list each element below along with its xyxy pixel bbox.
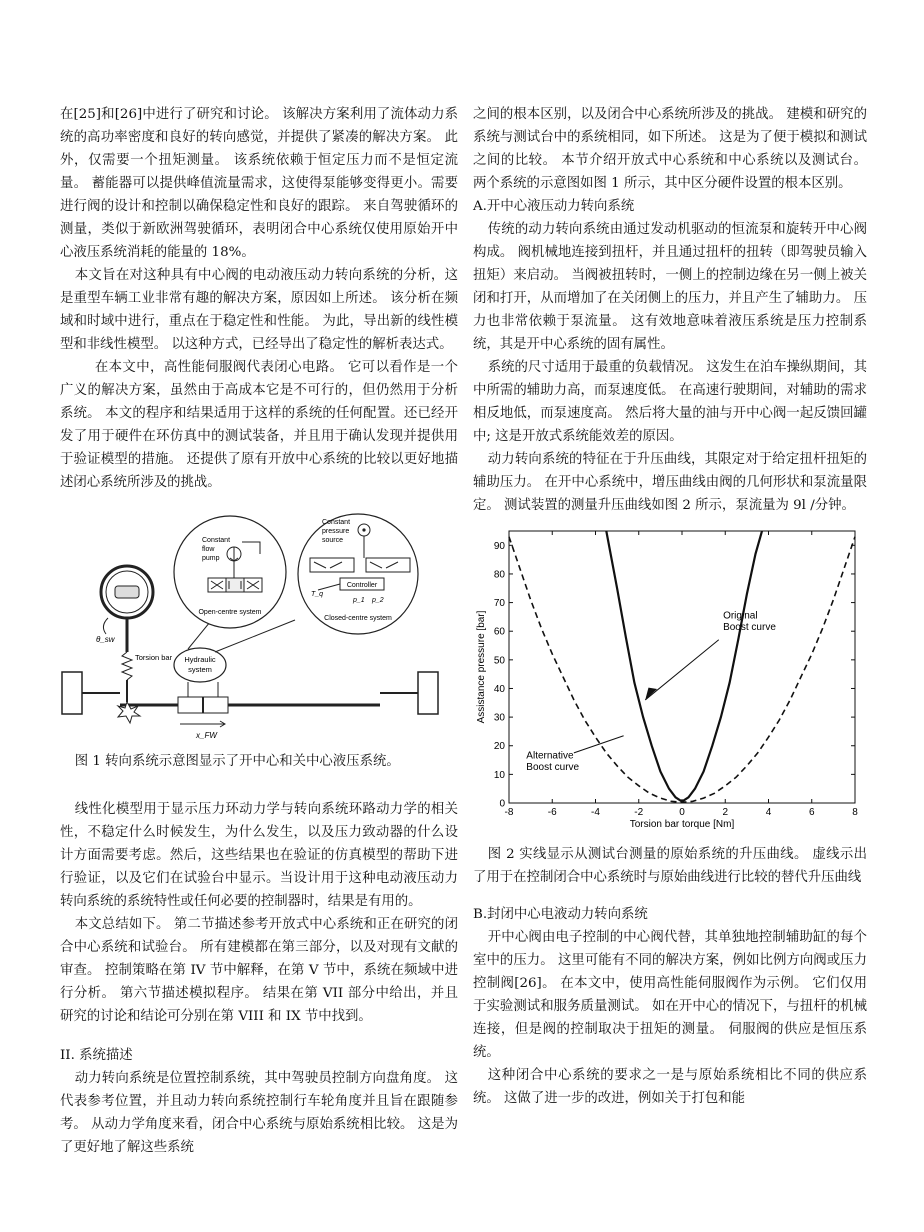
closed-valve-right	[366, 558, 410, 572]
y-axis-label: Assistance pressure [bar]	[476, 610, 487, 724]
left-wheel	[62, 672, 82, 714]
right-paragraph-1: 之间的根本区别，以及闭合中心系统所涉及的挑战。 建模和研究的系统与测试台中的系统相同，如下所述。 这是为了便于模拟和测试之间的比较。 本节介绍开放式中心系统和中心系统以及测试台。 两个系统的示意图如图 1 所示，其中区分硬件设置的根本区别。	[473, 107, 867, 191]
right-paragraph-6: 这种闭合中心系统的要求之一是与原始系统相比不同的供应系统。 这做了进一步的改进，例如关于打包和能	[473, 1068, 867, 1106]
annotation-original-line2: Boost curve	[723, 621, 776, 633]
figure-2-boost-curve-chart	[473, 525, 867, 835]
y-tick-label: 10	[493, 769, 505, 781]
open-label-2: flow	[202, 546, 215, 553]
closed-label-2: pressure	[322, 528, 350, 535]
x-tick-label: 2	[722, 807, 729, 818]
x-tick-label: 0	[679, 807, 685, 818]
y-tick-label: 70	[493, 598, 505, 610]
closed-centre-title: Closed-centre system	[324, 615, 392, 622]
section-b-title: B.封闭中心电液动力转向系统	[473, 907, 648, 922]
right-paragraph-3: 系统的尺寸适用于最重的负载情况。 这发生在泊车操纵期间，其中所需的辅助力高，而泵速度低。 在高速行驶期间，对辅助的需求相反地低，而泵速度高。 然后将大量的油与开中心阀一起反馈回罐中; 这是开放式系统能效差的原因。	[473, 360, 867, 444]
theta-label: θ_sw	[96, 635, 115, 644]
annotation-original-line1: Original	[723, 610, 758, 622]
left-paragraph-1: 在[25]和[26]中进行了研究和讨论。 该解决方案利用了流体动力系统的高功率密度和良好的转向感觉，并提供了紧凑的解决方案。 此外，仅需要一个扭矩测量。 该系统依赖于恒定压力而不是恒定流量。 蓄能器可以提供峰值流量需求，这使得泵能够变得更小。需要进行阀的设计和控制以确保稳定性和良好的跟踪。 来自驾驶循环的测量，类似于新欧洲驾驶循环，表明闭合中心系统仅使用原始开中心液压系统消耗的能量的 18%。	[60, 107, 458, 260]
closed-label-3: source	[322, 537, 344, 544]
y-tick-label: 50	[493, 655, 505, 667]
right-paragraph-4: 动力转向系统的特征在于升压曲线，其限定对于给定扭杆扭矩的辅助压力。 在开中心系统中，增压曲线由阀的几何形状和泵流量限定。 测试装置的测量升压曲线如图 2 所示，泵流量为 9l /分钟。	[473, 452, 867, 513]
figure-1-steering-schematic	[60, 502, 458, 742]
right-paragraph-5: 开中心阀由电子控制的中心阀代替，其单独地控制辅助缸的每个室中的压力。 这里可能有不同的解决方案，例如比例方向阀或压力控制阀[26]。 在本文中，使用高性能伺服阀作为示例。 它们仅用于实验测试和服务质量测试。 如在开中心的情况下，与扭杆的机械连接，但是阀的控制取决于扭矩的测量。 伺服阀的供应是恒压系统。	[473, 930, 867, 1060]
hydraulic-label-2: system	[188, 665, 212, 674]
figure-1-caption: 图 1 转向系统示意图显示了开中心和关中心液压系统。	[74, 754, 400, 769]
x-tick-label: -8	[504, 807, 514, 818]
closed-label-1: Constant	[322, 519, 351, 526]
x-tick-label: 8	[852, 807, 858, 818]
hydraulic-label-1: Hydraulic	[184, 655, 216, 664]
controller-label: Controller	[346, 582, 378, 589]
right-column	[473, 103, 867, 1110]
y-tick-label: 80	[493, 569, 505, 581]
series-line-original	[606, 531, 762, 802]
right-paragraph-2: 传统的动力转向系统由通过发动机驱动的恒流泵和旋转开中心阀构成。 阀机械地连接到扭杆，并且通过扭杆的扭转（即驾驶员输入扭矩）来启动。 当阀被扭转时，一侧上的控制边缘在另一侧上被关闭和打开，从而增加了在关闭侧上的压力，并且产生了辅助力。 压力也非常依赖于泵流量。 这有效地意味着液压系统是压力控制系统，其是开中心系统的固有属性。	[473, 222, 867, 352]
annotation-alternative-leader	[574, 736, 624, 753]
y-tick-label: 30	[493, 712, 505, 724]
tq-label: T_q	[311, 591, 324, 598]
torsion-bar-label: Torsion bar	[135, 653, 173, 662]
y-tick-label: 0	[499, 798, 505, 810]
left-paragraph-2: 本文旨在对这种具有中心阀的电动液压动力转向系统的分析，这是重型车辆工业非常有趣的解决方案，原因如上所述。 该分析在频域和时域中进行，重点在于稳定性和性能。 为此，导出新的线性模型和非线性模型。 以这种方式，已经导出了稳定性的解析表达式。	[60, 268, 458, 352]
left-paragraph-5: 本文总结如下。 第二节描述参考开放式中心系统和正在研究的闭合中心系统和试验台。 所有建模都在第三部分，以及对现有文献的审查。 控制策略在第 IV 节中解释，在第 V 节中，系统在频域中进行分析。 第六节描述模拟程序。 结果在第 VII 部分中给出，并且研究的讨论和结论可分别在第 VIII 和 IX 节中找到。	[60, 917, 458, 1024]
x-tick-label: -2	[634, 807, 644, 818]
left-paragraph-3: 在本文中，高性能伺服阀代表闭心电路。 它可以看作是一个广义的解决方案，虽然由于高成本它是不可行的，但仍然用于分析系统。 本文的程序和结果适用于这样的系统的任何配置。还已经开发了用于硬件在环仿真中的测试装备，并且用于确认发现并提供用于验证模型的措施。 还提供了原有开放中心系统的比较以更好地描述闭心系统所涉及的挑战。	[60, 360, 458, 490]
x-tick-label: -4	[591, 807, 600, 818]
xfw-label: x_FW	[196, 731, 217, 740]
left-paragraph-6: 动力转向系统是位置控制系统，其中驾驶员控制方向盘角度。 这代表参考位置，并且动力转向系统控制行车轮角度并且旨在跟随参考。 从动力学角度来看，闭合中心系统与原始系统相比较。 这是为了更好地了解这些系统	[60, 1071, 458, 1155]
section-a-title: A.开中心液压动力转向系统	[473, 199, 635, 214]
open-label-1: Constant	[202, 537, 231, 544]
x-tick-label: -6	[547, 807, 557, 818]
figure-2-caption: 图 2 实线显示从测试台测量的原始系统的升压曲线。 虚线示出了用于在控制闭合中心系统时与原始曲线进行比较的替代升压曲线	[473, 847, 867, 885]
y-tick-label: 40	[493, 683, 505, 695]
section-2-title: II. 系统描述	[60, 1048, 133, 1063]
x-tick-label: 6	[808, 807, 815, 818]
y-tick-label: 20	[493, 741, 505, 753]
x-axis-label: Torsion bar torque [Nm]	[629, 819, 735, 830]
y-tick-label: 60	[493, 626, 505, 638]
left-paragraph-4: 线性化模型用于显示压力环动力学与转向系统环路动力学的相关性，不稳定什么时候发生，为什么发生，以及压力致动器的什么设计方面需要考虑。然后，这些结果也在验证的仿真模型的帮助下进行验证，以及它们在试验台中显示。当设计用于这种电动液压动力转向系统的系统特性或任何必要的控制器时，结果是有用的。	[60, 802, 458, 909]
p1-label: p_1	[353, 597, 365, 604]
open-label-3: pump	[202, 555, 220, 562]
p2-label: p_2	[372, 597, 384, 604]
right-wheel	[418, 672, 438, 714]
left-column	[60, 103, 458, 1159]
annotation-alternative-line1: Alternative	[526, 750, 574, 762]
annotation-original-arrowhead	[645, 688, 657, 700]
annotation-original-arrow	[645, 640, 719, 700]
y-tick-label: 90	[493, 540, 505, 552]
x-tick-label: 4	[765, 807, 772, 818]
annotation-alternative-line2: Boost curve	[526, 762, 580, 774]
open-centre-title: Open-centre system	[198, 609, 262, 616]
torsion-bar-spring	[122, 652, 132, 680]
closed-valve-left	[310, 558, 354, 572]
